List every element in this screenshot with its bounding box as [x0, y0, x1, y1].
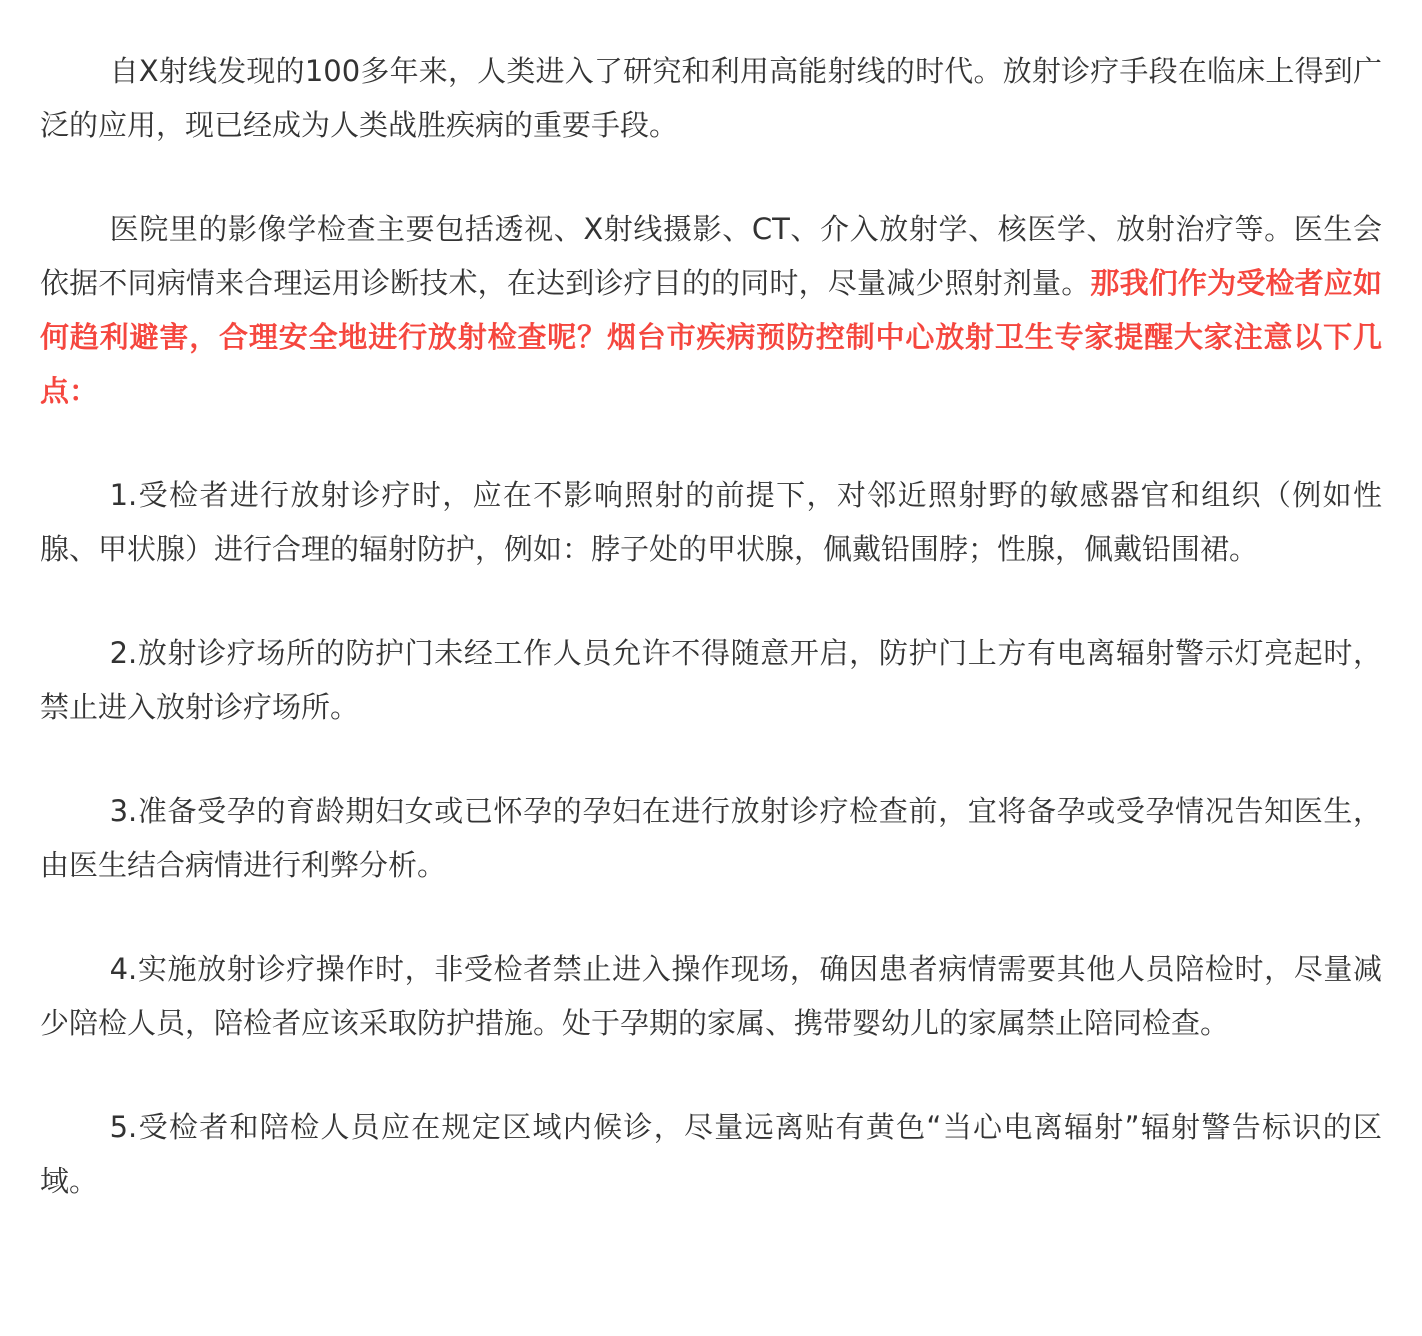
imaging-text: 医院里的影像学检查主要包括透视、X射线摄影、CT、介入放射学、核医学、放射治疗等。医生会依据不同病情来合理运用诊断技术，在达到诊疗目的的同时，尽量减少照射剂量。	[40, 212, 1382, 300]
highlight-question: 那我们作为受检者应如何趋利避害，合理安全地进行放射检查呢？烟台市疾病预防控制中心放射卫生专家提醒大家注意以下几点：	[40, 266, 1382, 408]
intro-paragraph: 自X射线发现的100多年来，人类进入了研究和利用高能射线的时代。放射诊疗手段在临床上得到广泛的应用，现已经成为人类战胜疾病的重要手段。	[40, 54, 1382, 142]
imaging-paragraph	[40, 202, 1382, 418]
article-body	[40, 44, 1382, 1208]
tip-item-5: 5.受检者和陪检人员应在规定区域内候诊，尽量远离贴有黄色“当心电离辐射”辐射警告标识的区域。	[40, 1110, 1382, 1198]
tip-item-4: 4.实施放射诊疗操作时，非受检者禁止进入操作现场，确因患者病情需要其他人员陪检时，尽量减少陪检人员，陪检者应该采取防护措施。处于孕期的家属、携带婴幼儿的家属禁止陪同检查。	[40, 952, 1382, 1040]
tip-item-2: 2.放射诊疗场所的防护门未经工作人员允许不得随意开启，防护门上方有电离辐射警示灯亮起时，禁止进入放射诊疗场所。	[40, 636, 1382, 724]
tip-item-1: 1.受检者进行放射诊疗时，应在不影响照射的前提下，对邻近照射野的敏感器官和组织（例如性腺、甲状腺）进行合理的辐射防护，例如：脖子处的甲状腺，佩戴铅围脖；性腺，佩戴铅围裙。	[40, 478, 1382, 566]
tip-item-3: 3.准备受孕的育龄期妇女或已怀孕的孕妇在进行放射诊疗检查前，宜将备孕或受孕情况告知医生，由医生结合病情进行利弊分析。	[40, 794, 1382, 882]
